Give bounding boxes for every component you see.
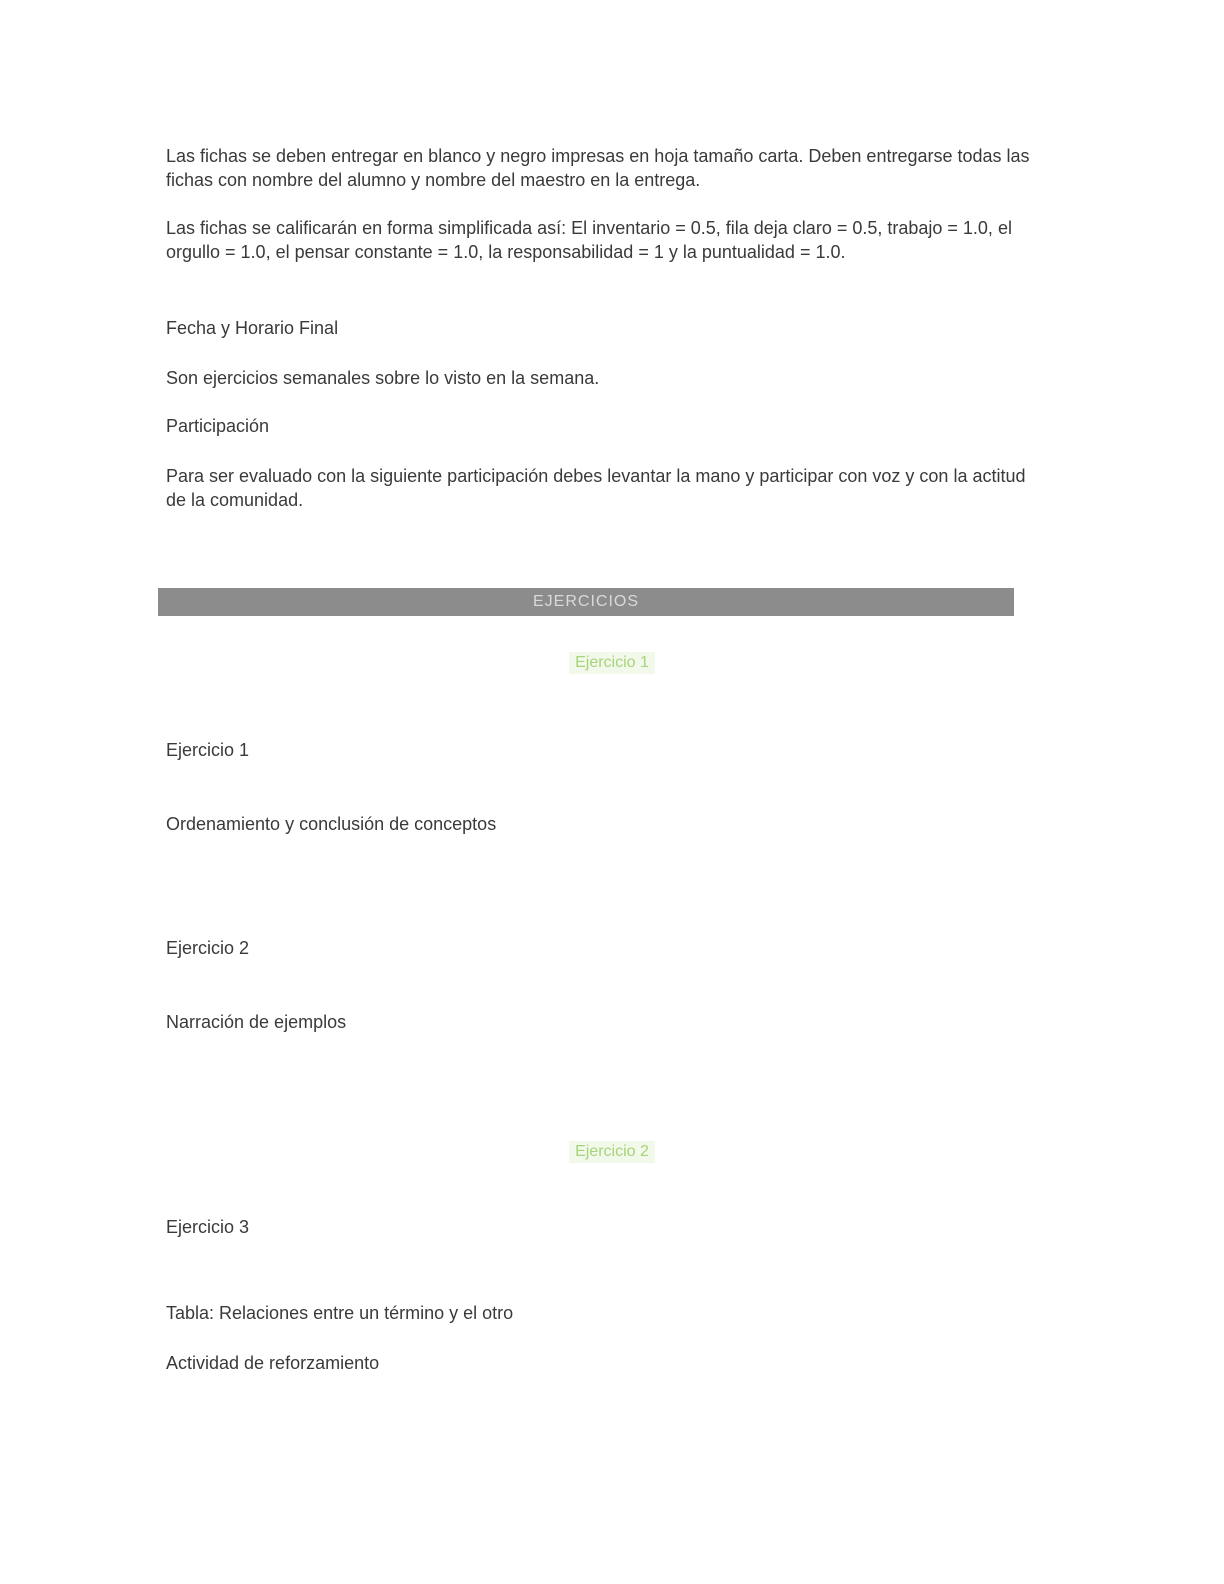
section-heading-2-label: Ejercicio 2 (569, 1141, 655, 1163)
item-title: Ejercicio 3 (166, 1217, 250, 1237)
item-text: Actividad de reforzamiento (166, 1353, 380, 1373)
item-title: Ejercicio 1 (166, 740, 250, 760)
item-text: Ordenamiento y conclusión de conceptos (166, 814, 497, 834)
section-banner: EJERCICIOS (158, 588, 1014, 616)
paragraph-participacion-heading: Participación (166, 416, 270, 436)
paragraph-fichas-entrega: Las fichas se deben entregar en blanco y negro impresas en hoja tamaño carta. Deben entregarse todas las fichas con nombre del alumno y nombre del maestro en la entrega. (166, 146, 1030, 190)
paragraph-fecha-horario: Fecha y Horario Final (166, 318, 339, 338)
section-heading-1-label: Ejercicio 1 (569, 652, 655, 674)
paragraph-fichas-calificacion: Las fichas se calificarán en forma simplificada así: El inventario = 0.5, fila deja claro = 0.5, trabajo = 1.0, el orgullo = 1.0, el pensar constante = 1.0, la responsabilidad = 1 y la puntualidad = 1.0. (166, 218, 1012, 262)
item-text: Narración de ejemplos (166, 1012, 347, 1032)
section-heading-2 (0, 1141, 1224, 1163)
item-title: Ejercicio 2 (166, 938, 250, 958)
section-heading-1 (0, 652, 1224, 674)
paragraph-participacion-text: Para ser evaluado con la siguiente participación debes levantar la mano y participar con voz y con la actitud de la comunidad. (166, 466, 1026, 510)
paragraph-ejercicios-semanales: Son ejercicios semanales sobre lo visto en la semana. (166, 368, 600, 388)
item-text: Tabla: Relaciones entre un término y el otro (166, 1303, 514, 1323)
